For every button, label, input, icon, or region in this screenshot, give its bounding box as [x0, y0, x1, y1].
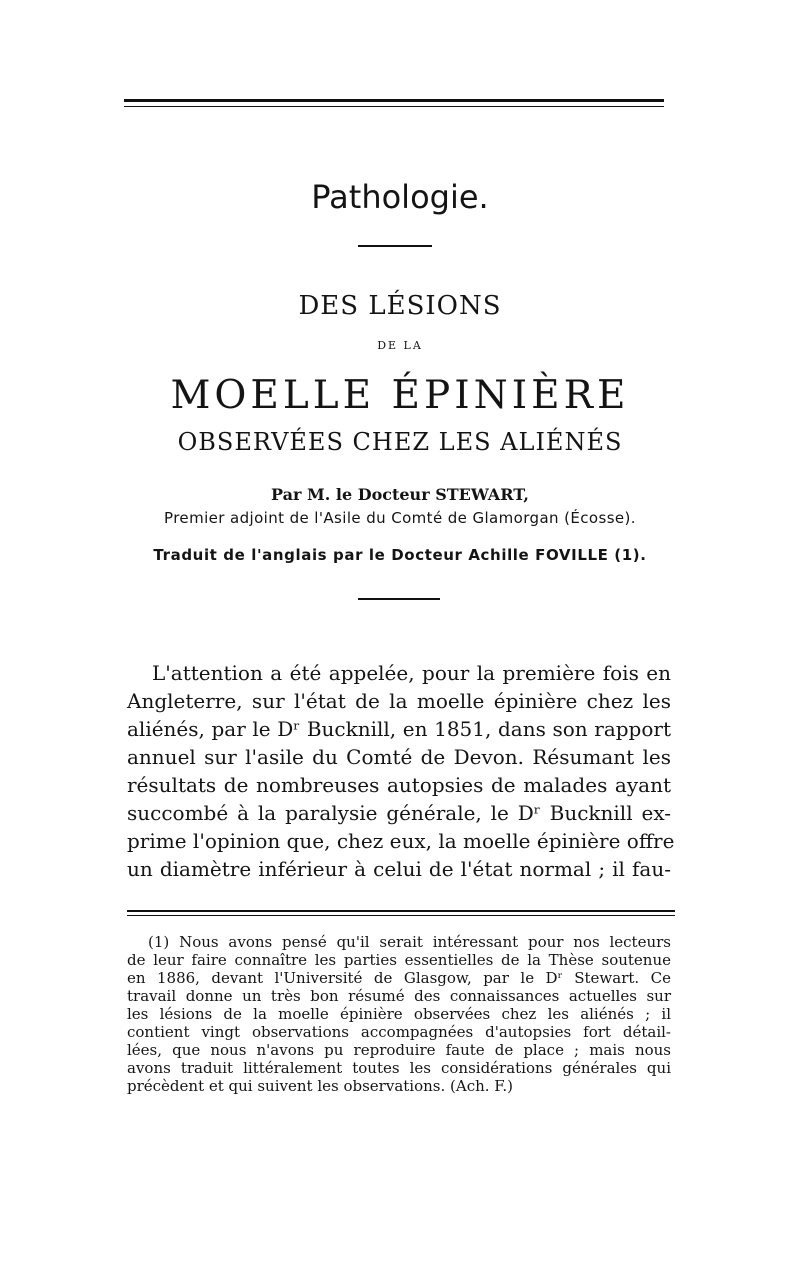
affiliation-line: Premier adjoint de l'Asile du Comté de Glamorgan (Écosse).: [164, 509, 636, 527]
body-line-7: prime l'opinion que, chez eux, la moelle épinière offre: [127, 829, 675, 853]
body-line-1: L'attention a été appelée, pour la première fois en: [152, 661, 671, 685]
article-title-line-1: DES LÉSIONS: [298, 291, 502, 321]
footnote-line-5: les lésions de la moelle épinière observées chez les aliénés ; il: [127, 1005, 671, 1023]
footnote-line-9: précèdent et qui suivent les observations. (Ach. F.): [127, 1077, 513, 1095]
heading-divider: [358, 598, 440, 600]
translator-line: Traduit de l'anglais par le Docteur Achille FOVILLE (1).: [153, 546, 647, 564]
body-line-2: Angleterre, sur l'état de la moelle épinière chez les: [127, 689, 671, 713]
footnote-line-8: avons traduit littéralement toutes les considérations générales qui: [127, 1059, 671, 1077]
section-divider: [358, 245, 432, 247]
footnote-line-7: lées, que nous n'avons pu reproduire faute de place ; mais nous: [127, 1041, 671, 1059]
article-title-line-4: OBSERVÉES CHEZ LES ALIÉNÉS: [177, 428, 623, 456]
body-line-5: résultats de nombreuses autopsies de malades ayant: [127, 773, 671, 797]
body-line-6: succombé à la paralysie générale, le Dʳ Bucknill ex-: [127, 801, 671, 825]
section-title: Pathologie.: [311, 178, 489, 216]
article-title-line-2: DE LA: [377, 339, 423, 352]
footnote-line-1: (1) Nous avons pensé qu'il serait intéressant pour nos lecteurs: [148, 933, 671, 951]
body-line-4: annuel sur l'asile du Comté de Devon. Résumant les: [127, 745, 671, 769]
article-title-line-3: MOELLE ÉPINIÈRE: [170, 373, 630, 418]
footnote-rule-thick: [127, 910, 675, 912]
author-line: Par M. le Docteur STEWART,: [271, 485, 529, 504]
footnote-line-2: de leur faire connaître les parties essentielles de la Thèse soutenue: [127, 951, 671, 969]
footnote-line-4: travail donne un très bon résumé des connaissances actuelles sur: [127, 987, 671, 1005]
body-line-3: aliénés, par le Dʳ Bucknill, en 1851, dans son rapport: [127, 717, 671, 741]
body-line-8: un diamètre inférieur à celui de l'état normal ; il fau-: [127, 857, 671, 881]
footnote-line-6: contient vingt observations accompagnées d'autopsies fort détail-: [127, 1023, 671, 1041]
footnote-line-3: en 1886, devant l'Université de Glasgow, par le Dʳ Stewart. Ce: [127, 969, 671, 987]
header-rule-thin: [124, 106, 664, 107]
footnote-rule-thin: [127, 915, 675, 916]
header-rule-thick: [124, 99, 664, 102]
